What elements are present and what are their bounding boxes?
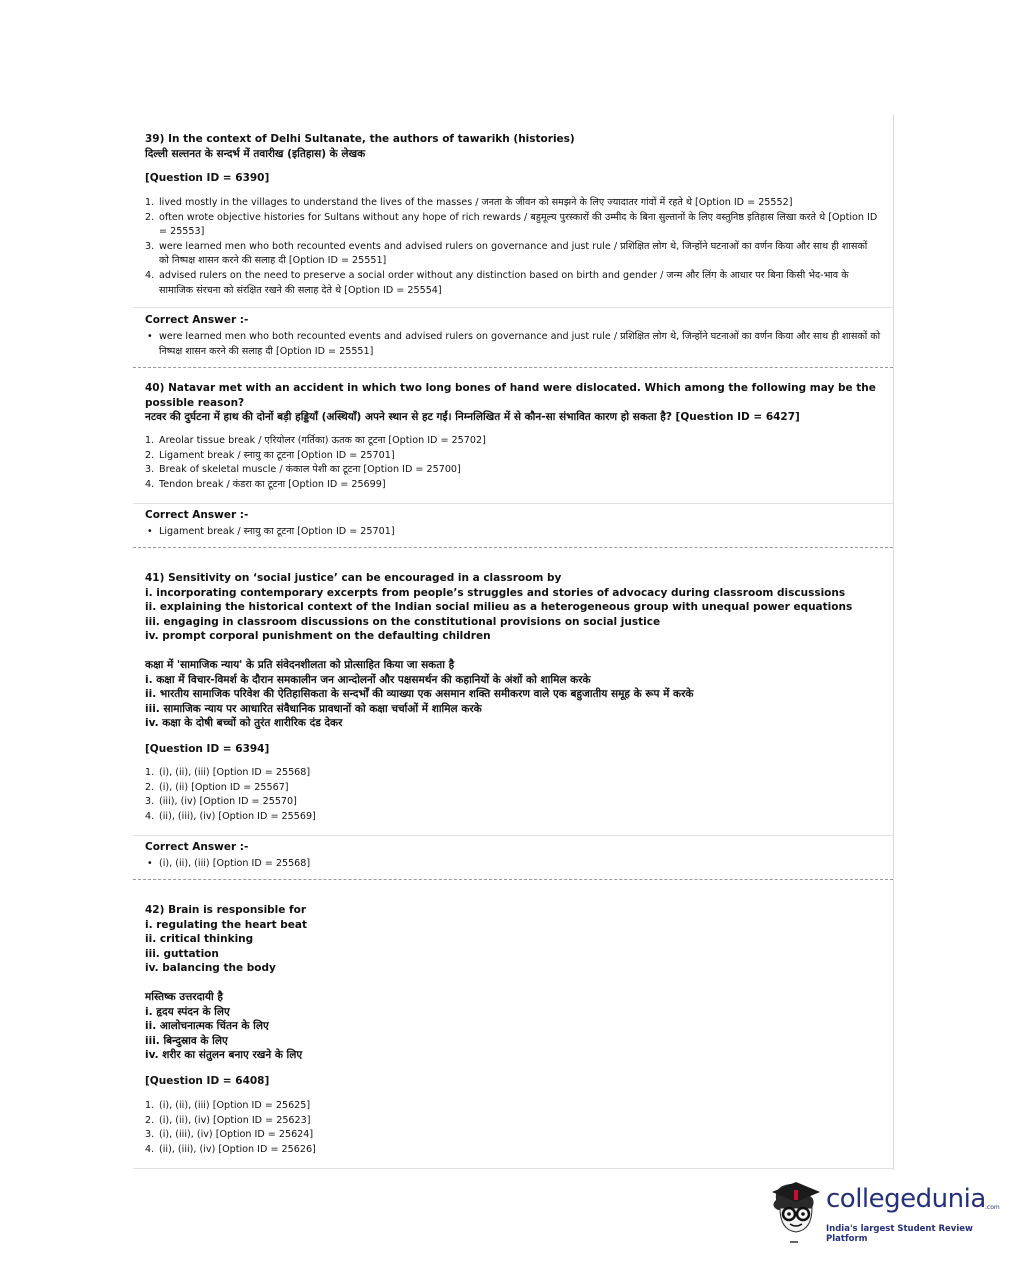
correct-answer: • were learned men who both recounted events and advised rulers on governance and just rule / प्रशिक्षित लोग थे, जिन्होंने घटनाओं का वर्णन किया और साथ ही शासकों को निष्पक्ष शासन करने की सलाह दी [Option ID = 25551]: [147, 331, 881, 357]
option-item: 3. Break of skeletal muscle / कंकाल पेशी का टूटना [Option ID = 25700]: [145, 464, 461, 476]
option-item: 1. lived mostly in the villages to understand the lives of the masses / जनता के जीवन को समझने के लिए ज्यादातर गांवों में रहते थे [Option ID = 25552]: [145, 197, 793, 208]
divider: [133, 835, 893, 836]
question-39-id: [Question ID = 6390]: [145, 172, 270, 184]
question-41-id: [Question ID = 6394]: [145, 743, 270, 755]
option-item: 3. were learned men who both recounted events and advised rulers on governance and just rule / प्रशिक्षित लोग थे, जिन्होंने घटनाओं का वर्णन किया और साथ ही शासकों को निष्पक्ष शासन करने की सलाह दी [Option ID = 25551]: [145, 240, 868, 267]
divider: [133, 1168, 893, 1169]
question-41-text-hindi: कक्षा में 'सामाजिक न्याय' के प्रति संवेदनशीलता को प्रोत्साहित किया जा सकता है i. कक्षा में विचार-विमर्श के दौरान समकालीन जन आन्दोलनों और पक्षसमर्थन की कहानियों के अंशों को शामिल करके ii. भारतीय सामाजिक परिवेश की ऐतिहासिकता के सन्दर्भों की व्याख्या एक असमान शक्ति समीकरण वाले एक बहुजातीय समूह के रूप में करके iii. सामाजिक न्याय पर आधारित संवैधानिक प्रावधानों को कक्षा चर्चाओं में शामिल करके iv. कक्षा के दोषी बच्चों को तुरंत शारीरिक दंड देकर: [145, 659, 694, 729]
question-39-text: 39) In the context of Delhi Sultanate, the authors of tawarikh (histories) दिल्ली सल्तनत के सन्दर्भ में तवारीख (इतिहास) के लेखक: [145, 133, 575, 160]
question-42-text-hindi: मस्तिष्क उत्तरदायी है i. हृदय स्पंदन के लिए ii. आलोचनात्मक चिंतन के लिए iii. बिन्दुस्राव के लिए iv. शरीर का संतुलन बनाए रखने के लिए: [145, 991, 303, 1061]
option-item: 3. (iii), (iv) [Option ID = 25570]: [145, 796, 297, 808]
correct-answer: • (i), (ii), (iii) [Option ID = 25568]: [147, 858, 311, 869]
option-item: 1. (i), (ii), (iii) [Option ID = 25625]: [145, 1100, 311, 1111]
option-item: 2. (i), (ii) [Option ID = 25567]: [145, 781, 289, 793]
correct-answer-label: Correct Answer :-: [145, 841, 249, 853]
question-40-text: 40) Natavar met with an accident in which two long bones of hand were dislocated. Which among the following may be the possible reason? नटवर की दुर्घटना में हाथ की दोनों बड़ी हड्डियाँ (अस्थियाँ) अपने स्थान से हट गईं। निम्नलिखित में से कौन-सा संभावित कारण हो सकता है? [Question ID = 6427]: [145, 382, 876, 423]
question-41-text: 41) Sensitivity on ‘social justice’ can be encouraged in a classroom by i. incorporating contemporary excerpts from people’s struggles and stories of advocacy during classroom discussions ii. explaining the historical context of the Indian social milieu as a heterogeneous group with unequal power equations iii. engaging in classroom discussions on the constitutional provisions on social justice iv. prompt corporal punishment on the defaulting children: [145, 572, 853, 642]
question-separator: [133, 367, 893, 368]
question-41-options: [145, 766, 880, 824]
document-page: [133, 114, 894, 1170]
option-item: 4. advised rulers on the need to preserve a social order without any distinction based on birth and gender / जन्म और लिंग के आधार पर बिना किसी भेद-भाव के सामाजिक संरचना को संरक्षित रखने की सलाह देते थे [Option ID = 25554]: [145, 269, 849, 296]
mascot-icon: [766, 1178, 824, 1248]
correct-answer: • Ligament break / स्नायु का टूटना [Option ID = 25701]: [147, 526, 395, 537]
logo-tagline: India's largest Student Review Platform: [826, 1224, 973, 1244]
question-39-options: [145, 196, 880, 298]
option-item: 2. (i), (ii), (iv) [Option ID = 25623]: [145, 1114, 311, 1126]
option-item: 4. (ii), (iii), (iv) [Option ID = 25626]: [145, 1143, 316, 1155]
correct-answer-label: Correct Answer :-: [145, 509, 249, 521]
question-42-id: [Question ID = 6408]: [145, 1075, 270, 1087]
question-42-text: 42) Brain is responsible for i. regulating the heart beat ii. critical thinking iii. guttation iv. balancing the body: [145, 904, 308, 974]
question-40-options: [145, 434, 880, 492]
option-item: 2. Ligament break / स्नायु का टूटना [Option ID = 25701]: [145, 449, 395, 461]
logo-wordmark: collegedunia: [826, 1184, 986, 1214]
divider: [133, 307, 893, 308]
correct-answer-label: Correct Answer :-: [145, 314, 249, 326]
option-item: 1. Areolar tissue break / एरियोलर (गर्तिका) ऊतक का टूटना [Option ID = 25702]: [145, 435, 486, 446]
option-item: 4. (ii), (iii), (iv) [Option ID = 25569]: [145, 810, 316, 822]
divider: [133, 503, 893, 504]
question-42-options: [145, 1099, 880, 1157]
option-item: 3. (i), (iii), (iv) [Option ID = 25624]: [145, 1129, 314, 1141]
collegedunia-logo[interactable]: [766, 1178, 1000, 1248]
option-item: 1. (i), (ii), (iii) [Option ID = 25568]: [145, 767, 311, 778]
option-item: 4. Tendon break / कंडरा का टूटना [Option ID = 25699]: [145, 478, 386, 490]
option-item: 2. often wrote objective histories for Sultans without any hope of rich rewards / बहुमूल्य पुरस्कारों की उम्मीद के बिना सुल्तानों के लिए वस्तुनिष्ठ इतिहास लिखा करते थे [Option ID = 25553]: [145, 211, 878, 238]
logo-domain: .com: [985, 1204, 1000, 1211]
question-separator: [133, 547, 893, 548]
question-separator: [133, 879, 893, 880]
